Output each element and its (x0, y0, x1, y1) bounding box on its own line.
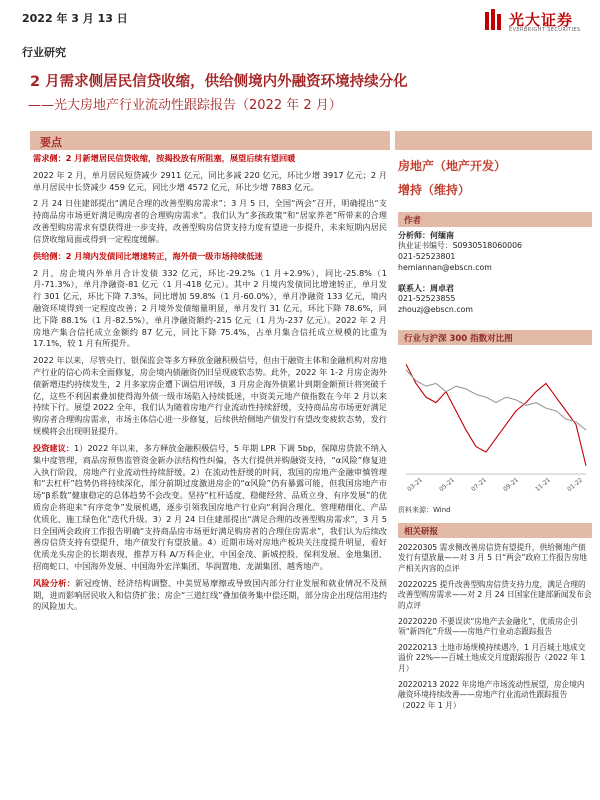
related-reports-list (398, 543, 592, 712)
contact-phone: 021-52523855 (398, 294, 456, 304)
contact-email[interactable]: zhouzj@ebscn.com (398, 305, 473, 315)
summary-header (30, 131, 390, 150)
analyst-cert: 执业证书编号：S0930518060006 (398, 241, 523, 251)
related-report-link[interactable]: 20220213 2022 年房地产市场流动性展望，房企境内融资环境持续改善——房地产行业流动性跟踪报告（2022 年 1 月） (398, 679, 585, 710)
demand-heading: 需求侧：2 月新增居民信贷收缩，按揭投放有所阻塞，展望后续有望回暖 (33, 153, 296, 163)
risk-analysis: 风险分析：新冠疫情、经济结构调整、中美贸易摩擦或导致国内部分行业发展和就业情况不及预期，进而影响居民收入和信贷扩张；房企“三道红线”叠加债务集中偿还期，部分房企出现信用违约的风险加大。 (33, 577, 387, 612)
analyst-name: 分析师：何缅南 (398, 231, 454, 240)
chart-header: 行业与沪深 300 指数对比图 (398, 330, 592, 345)
related-report-link[interactable]: 20220220 不要误读“房地产去金融化”，优质房企引领“新四化”升级——房地产行业动态跟踪报告 (398, 616, 579, 637)
paragraph: 2 月，房企境内外单月合计发债 332 亿元，环比-29.2%（1 月+2.9%），同比-25.8%（1 月-71.3%），单月净融资-81 亿元（1 月-418 亿元）。其中 2 月境内发债同比增速转正，单月发行 301 亿元，环比下降 7.3%，同比增加 59.8%（1 月-60.0%），单月净融资 133 亿元，境内融资环境得到一定程度改善；2 月境外发债缩量明显，单月发行 31 亿元，环比下降 78.6%，同比下降 88.1%（1 月-82.5%），单月净融资额约-215 亿元（1 月为-237 亿元）。2022 年 2 月房地产集合信托成立金额约 87 亿元，同比下降 75.4%，占单月集合信托成立规模的比重为 17.1%，较 1 月有所提升。 (33, 267, 387, 349)
chart-svg (398, 348, 592, 504)
paragraph: 2022 年以来，尽管央行、银保监会等多方释放金融积极信号，但由于融资主体和金融机构对房地产行业的信心尚未全面修复，房企境内债融资仍旧呈现疲软态势。此外，2022 年 1-2 月房企海外债新增违约持续发生，2 月多家房企遭下调信用评级，3 月房企海外债累计到期金额预计将突破千亿，这些不利因素叠加使得海外债一级市场陷入持续低迷，中资美元地产债指数在今年 2 月以来持续下行。展望 2022 全年，我们认为随着房地产行业流动性持续舒缓，支持商品房市场更好满足购房者合理购房需求，市场主体信心进一步修复，后续供给侧地产债发行有望改变疲软态势，发行规模将会出现明显提升。 (33, 355, 387, 437)
analyst-phone: 021-52523801 (398, 251, 456, 261)
main-title: 2 月需求侧居民信贷收缩，供给侧境内外融资环境持续分化 (30, 74, 408, 90)
sector-label: 房地产（地产开发） (398, 159, 507, 173)
sub-title: ——光大房地产行业流动性跟踪报告（2022 年 2 月） (28, 98, 342, 113)
paragraph: 2 月 24 日住建部提出“满足合理的改善型购房需求”；3 月 5 日，全国“两会”召开，明确提出“支持商品房市场更好满足购房者的合理购房需求”。我们认为“多孩政策”和“居家养老”所带来的合理改善型购房需求有望获得进一步支持，改善型购房信贷支持力度有望进一步提升，未来短期内居民信贷收缩局面或得到一定程度缓解。 (33, 198, 387, 244)
x-tick-label: 11-21 (534, 476, 552, 493)
related-report-link[interactable]: 20220305 需求侧改善房信贷有望提升，供给侧地产债发行有望放量——对 3 月 5 日“两会”政府工作报告房地产相关内容的点评 (398, 542, 587, 574)
related-report-link[interactable]: 20220213 土地市场规模持续遇冷，1 月百城土地成交溢价 22%——百城土地成交月度跟踪报告（2022 年 1 月） (398, 642, 586, 674)
contact-name: 联系人：周卓君 (398, 284, 454, 294)
investment-advice: 投资建议：1）2022 年以来，多方释放金融积极信号，5 年期 LPR 下调 5bp，保障房贷款不纳入集中度管理，商品房预售监管资金新办法结构性纠偏，各大行提供并购融资支持，“α风险”修复进入执行阶段，房地产行业流动性持续舒缓。2）在流动性舒缓的时间，我国的房地产金融审慎管理和“去杠杆”趋势仍将持续深化，部分前期过度激进房企的“α风险”仍有暴露可能，但我国房地产市场“β系数”健康稳定的总体趋势不会改变。坚持“杠杆适度、稳健经营、品质立身、有序发展”的优质房企将迎来“有序竞争”发展机遇，逐步引领我国房地产行业向“利润合理化、管理精细化、产品优质化、施工绿色化”迭代升级。3）2 月 24 日住建部提出“满足合理的改善型购房需求”，3 月 5 日全国两会政府工作报告明确“支持商品房市场更好满足购房者的合理住房需求”，我们认为后续改善房信贷支持有望提升，地产债发行有望放量。4）近期市场对房地产板块关注度提升明显，看好优质龙头房企的长期表现，推荐万科 A/万科企业，中国金茂、新城控股、保利发展、金地集团、招商蛇口、中国海外发展、中国海外宏洋集团、华润置地、龙湖集团、越秀地产。 (33, 442, 387, 571)
x-tick-label: 01-22 (566, 476, 584, 493)
x-tick-label: 03-21 (406, 476, 424, 493)
related-report-link[interactable]: 20220225 提升改善型购房信贷支持力度，满足合理的改善型购房需求——对 2 月 24 日国家住建部新闻发布会的点评 (398, 579, 592, 610)
contact-info (398, 283, 592, 316)
x-tick-label: 05-21 (438, 476, 456, 493)
index-comparison-chart (398, 348, 592, 504)
sidebar (398, 153, 592, 712)
related-header: 相关研报 (398, 523, 592, 538)
analyst-email[interactable]: hemiannan@ebscn.com (398, 262, 492, 272)
logo-text-en: EVERBRIGHT SECURITIES (509, 27, 581, 33)
summary-header-label: 要点 (40, 136, 62, 149)
x-tick-label: 07-21 (470, 476, 488, 493)
sidebar-header-bar (395, 131, 592, 150)
authors-header: 作者 (398, 212, 592, 227)
rating-label: 增持（维持） (398, 183, 471, 197)
series-line (406, 370, 586, 430)
x-tick-label: 09-21 (502, 476, 520, 493)
report-type: 行业研究 (22, 46, 66, 59)
series-line (406, 364, 586, 466)
logo-text-cn: 光大证券 (509, 11, 574, 29)
chart-source: 资料来源：Wind (398, 505, 451, 514)
supply-heading: 供给侧：2 月境内发债同比增速转正，海外债一级市场持续低迷 (33, 250, 263, 261)
company-logo (483, 7, 593, 37)
logo-mark-icon (483, 8, 505, 32)
report-date: 2022 年 3 月 13 日 (22, 12, 128, 25)
paragraph: 2022 年 2 月，单月居民短贷减少 2911 亿元，同比多减 220 亿元，环比少增 3917 亿元；2 月单月居民中长贷减少 459 亿元，同比少增 4572 亿元，环比少增 7883 亿元。 (33, 169, 387, 192)
summary-body (33, 153, 387, 618)
analyst-info (398, 230, 592, 273)
